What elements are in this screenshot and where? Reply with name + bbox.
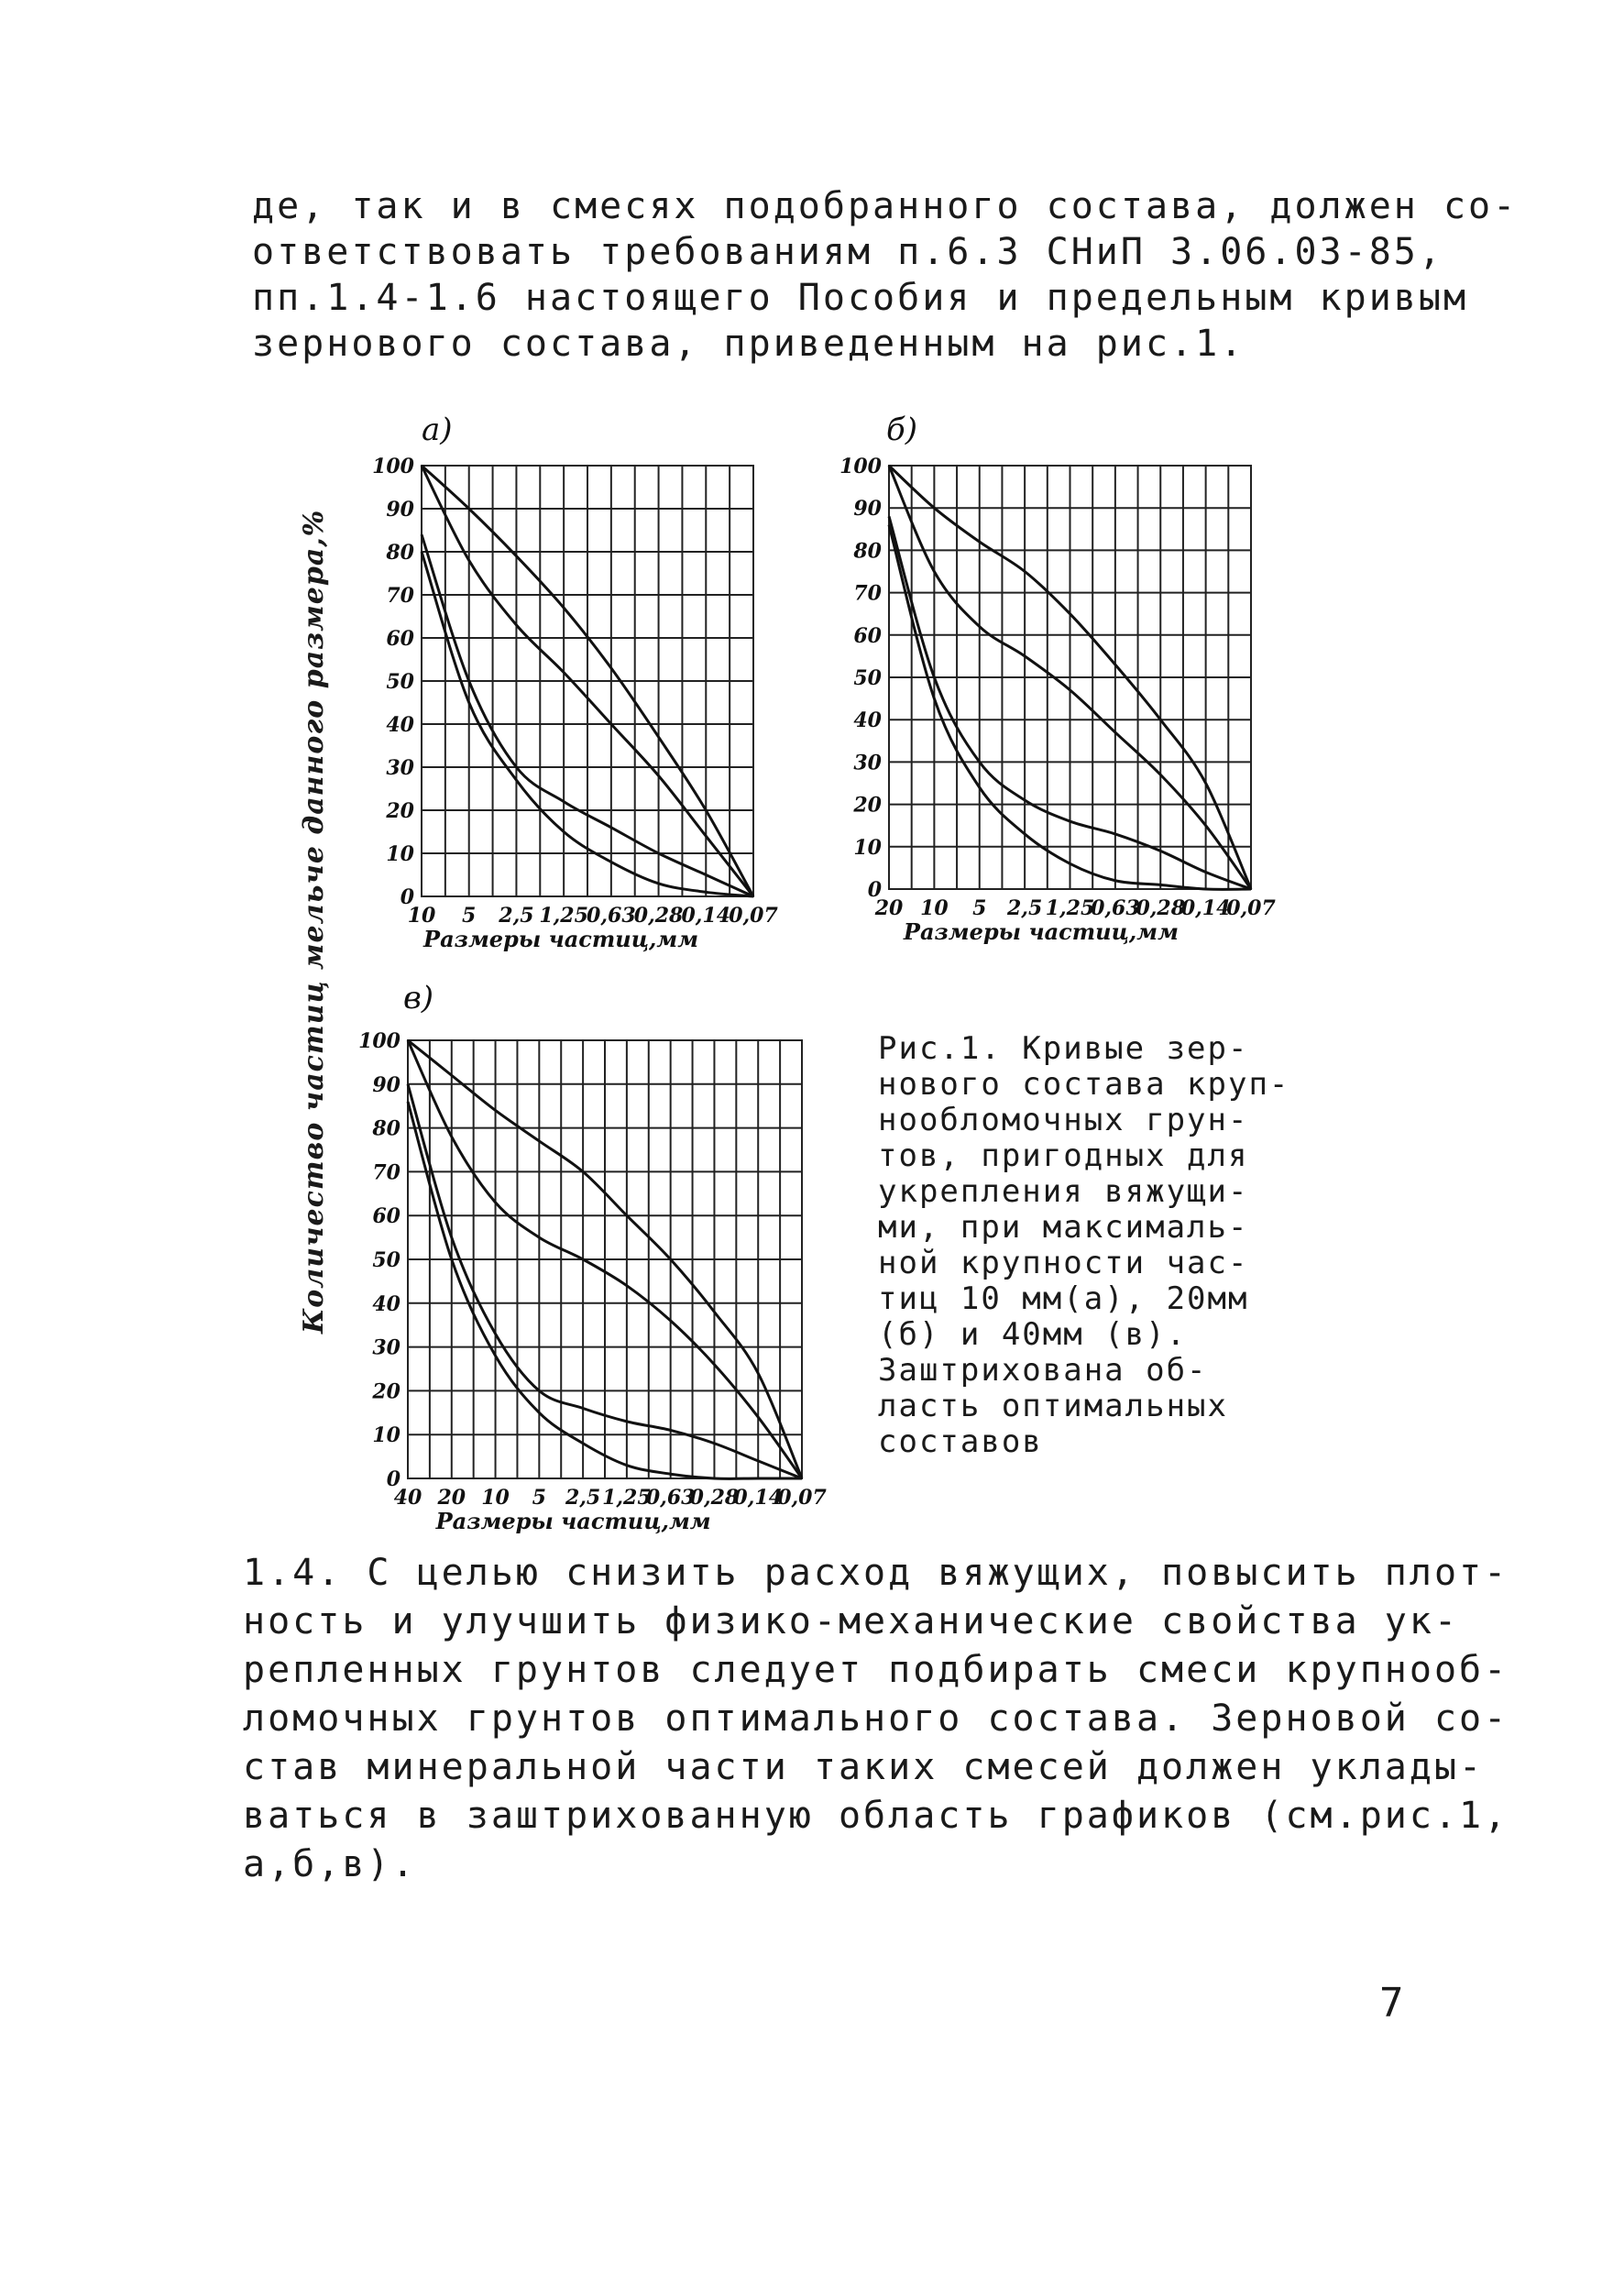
paragraph-line: ваться в заштрихованную область графиков (см.рис.1, bbox=[243, 1795, 1509, 1837]
chart-b bbox=[820, 403, 1278, 953]
x-tick-label: 0,63 bbox=[645, 1486, 696, 1510]
x-tick-label: 20 bbox=[874, 896, 904, 920]
y-tick-label: 30 bbox=[386, 756, 414, 780]
y-tick-label: 40 bbox=[372, 1291, 401, 1316]
x-axis-label: Размеры частиц,мм bbox=[423, 926, 699, 952]
x-axis-label: Размеры частиц,мм bbox=[903, 918, 1179, 945]
y-tick-label: 0 bbox=[386, 1467, 401, 1491]
grid bbox=[889, 466, 1251, 889]
y-tick-label: 90 bbox=[386, 498, 414, 522]
caption-line: тиц 10 мм(а), 20мм bbox=[878, 1280, 1249, 1317]
y-tick-label: 60 bbox=[853, 623, 882, 648]
y-tick-label: 70 bbox=[372, 1160, 401, 1185]
y-tick-label: 50 bbox=[853, 666, 882, 690]
paragraph-line: ломочных грунтов оптимального состава. Зерновой со- bbox=[243, 1697, 1509, 1740]
y-tick-label: 60 bbox=[372, 1204, 401, 1229]
x-tick-label: 0,14 bbox=[1180, 896, 1231, 920]
caption-line: ласть оптимальных bbox=[878, 1388, 1228, 1424]
y-tick-label: 100 bbox=[839, 455, 882, 478]
y-tick-label: 40 bbox=[386, 713, 414, 737]
y-tick-label: 0 bbox=[400, 885, 414, 909]
paragraph-line: репленных грунтов следует подбирать смеси крупнооб- bbox=[243, 1649, 1509, 1691]
x-tick-label: 5 bbox=[462, 904, 477, 928]
paragraph-line: зернового состава, приведенным на рис.1. bbox=[252, 323, 1245, 365]
paragraph-top bbox=[252, 183, 1519, 367]
panel-label: в) bbox=[403, 980, 434, 1016]
y-tick-label: 70 bbox=[853, 581, 882, 606]
y-tick-label: 80 bbox=[853, 539, 882, 564]
y-axis-label: Количество частиц мельче данного размера,% bbox=[298, 509, 330, 1334]
x-tick-label: 0,07 bbox=[777, 1486, 827, 1510]
paragraph-line: ответствовать требованиям п.6.3 СНиП 3.06.03-85, bbox=[252, 231, 1443, 273]
grid bbox=[408, 1040, 802, 1478]
x-tick-label: 2,5 bbox=[565, 1486, 601, 1510]
paragraph-line: пп.1.4-1.6 настоящего Пособия и предельным кривым bbox=[252, 277, 1469, 319]
y-tick-label: 0 bbox=[867, 878, 882, 902]
y-tick-label: 100 bbox=[372, 455, 414, 478]
caption-line: ми, при максималь- bbox=[878, 1209, 1249, 1246]
figure-caption bbox=[878, 1031, 1309, 1460]
paragraph-line: ность и улучшить физико-механические свойства ук- bbox=[243, 1600, 1460, 1642]
y-tick-label: 80 bbox=[386, 541, 414, 565]
paragraph-line: став минеральной части таких смесей должен уклады- bbox=[243, 1746, 1485, 1788]
x-tick-label: 0,07 bbox=[1226, 896, 1276, 920]
y-tick-label: 50 bbox=[372, 1248, 401, 1272]
x-tick-label: 10 bbox=[407, 904, 436, 928]
x-tick-label: 5 bbox=[532, 1486, 546, 1510]
x-tick-label: 0,63 bbox=[587, 904, 636, 928]
x-axis-label: Размеры частиц,мм bbox=[435, 1508, 711, 1534]
caption-line: Заштрихована об- bbox=[878, 1352, 1208, 1389]
paragraph-line: а,б,в). bbox=[243, 1843, 417, 1885]
y-tick-label: 60 bbox=[386, 627, 414, 651]
x-tick-label: 2,5 bbox=[1006, 896, 1043, 920]
y-tick-label: 10 bbox=[853, 835, 882, 860]
x-tick-label: 0,63 bbox=[1091, 896, 1140, 920]
paragraph-bottom bbox=[243, 1549, 1509, 1889]
x-tick-label: 0,14 bbox=[733, 1486, 784, 1510]
x-tick-label: 0,28 bbox=[689, 1486, 740, 1510]
y-tick-label: 10 bbox=[386, 842, 414, 866]
x-tick-label: 5 bbox=[972, 896, 987, 920]
x-tick-label: 1,25 bbox=[602, 1486, 652, 1510]
caption-line: ной крупности час- bbox=[878, 1245, 1249, 1281]
paragraph-line: 1.4. С целью снизить расход вяжущих, повысить плот- bbox=[243, 1552, 1509, 1594]
panel-label: б) bbox=[886, 412, 918, 448]
x-tick-label: 10 bbox=[920, 896, 949, 920]
x-tick-label: 0,28 bbox=[633, 904, 684, 928]
y-tick-label: 70 bbox=[386, 584, 414, 608]
y-tick-label: 10 bbox=[372, 1423, 401, 1448]
page-number: 7 bbox=[1379, 1980, 1404, 2027]
y-tick-label: 100 bbox=[358, 1029, 401, 1053]
chart-c bbox=[358, 967, 857, 1540]
y-tick-label: 90 bbox=[372, 1072, 401, 1097]
y-tick-label: 30 bbox=[372, 1335, 401, 1360]
caption-line: составов bbox=[878, 1423, 1043, 1460]
y-tick-label: 20 bbox=[853, 793, 882, 818]
caption-line: нового состава круп- bbox=[878, 1066, 1290, 1103]
y-tick-label: 20 bbox=[386, 799, 414, 823]
y-tick-label: 30 bbox=[853, 751, 882, 775]
y-tick-label: 20 bbox=[372, 1379, 401, 1404]
caption-line: нообломочных грун- bbox=[878, 1102, 1249, 1138]
x-tick-label: 0,28 bbox=[1136, 896, 1186, 920]
caption-line: тов, пригодных для bbox=[878, 1137, 1249, 1174]
y-tick-label: 50 bbox=[386, 670, 414, 694]
y-tick-label: 80 bbox=[372, 1116, 401, 1141]
panel-label: а) bbox=[422, 412, 453, 448]
x-tick-label: 0,14 bbox=[681, 904, 731, 928]
x-tick-label: 1,25 bbox=[1045, 896, 1095, 920]
x-tick-label: 40 bbox=[393, 1486, 422, 1510]
y-tick-label: 40 bbox=[853, 709, 882, 733]
caption-line: Рис.1. Кривые зер- bbox=[878, 1030, 1249, 1067]
x-tick-label: 2,5 bbox=[499, 904, 534, 928]
paragraph-line: де, так и в смесях подобранного состава, должен со- bbox=[252, 185, 1519, 227]
chart-a bbox=[362, 403, 784, 953]
x-tick-label: 10 bbox=[481, 1486, 510, 1510]
x-tick-label: 0,07 bbox=[729, 904, 778, 928]
caption-line: укрепления вяжущи- bbox=[878, 1173, 1249, 1210]
y-tick-label: 90 bbox=[853, 497, 882, 522]
x-tick-label: 20 bbox=[437, 1486, 466, 1510]
caption-line: (б) и 40мм (в). bbox=[878, 1316, 1188, 1353]
x-tick-label: 1,25 bbox=[539, 904, 588, 928]
